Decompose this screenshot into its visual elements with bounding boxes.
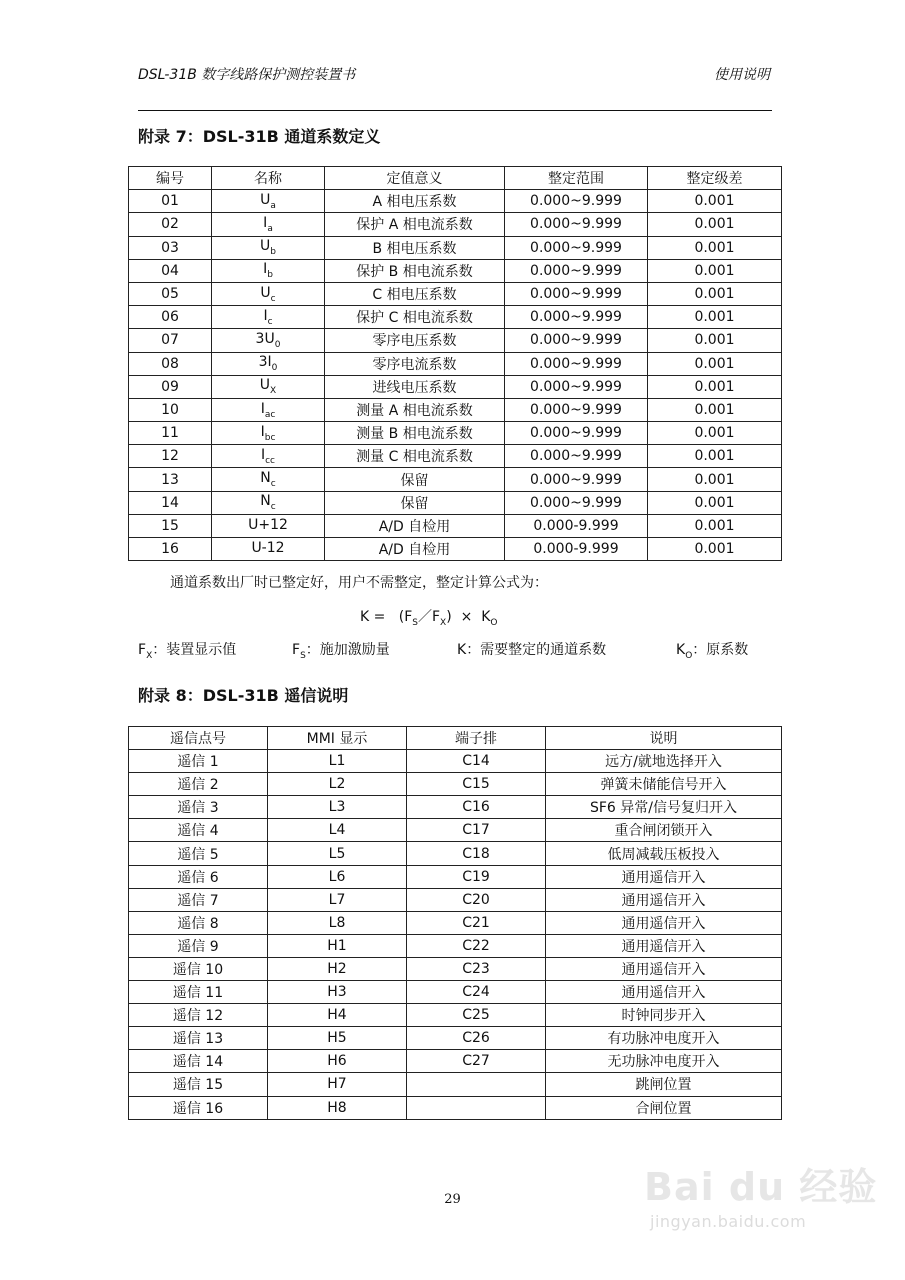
name-main: U <box>260 191 271 208</box>
table-row <box>129 329 782 352</box>
cell-signal-no: 遥信 1 <box>129 750 268 773</box>
formula-times: × <box>460 609 473 625</box>
cell-description: 无功脉冲电度开入 <box>546 1050 782 1073</box>
cell-mmi: L5 <box>268 842 407 865</box>
cell-name <box>212 375 325 398</box>
cell-meaning: A/D 自检用 <box>325 538 505 561</box>
name-main: U-12 <box>251 539 285 556</box>
table-row <box>129 934 782 957</box>
table-row <box>129 282 782 305</box>
formula <box>360 606 498 628</box>
appendix-8-heading: 附录 8：DSL-31B 遥信说明 <box>138 686 349 705</box>
table-row <box>129 796 782 819</box>
name-main: U <box>260 238 271 255</box>
cell-description: 通用遥信开入 <box>546 934 782 957</box>
name-subscript: X <box>270 386 277 397</box>
cell-terminal <box>407 1096 546 1119</box>
table-row <box>129 190 782 213</box>
cell-description: 通用遥信开入 <box>546 911 782 934</box>
cell-no: 01 <box>129 190 212 213</box>
legend-symbol: K <box>676 642 686 658</box>
cell-terminal: C15 <box>407 773 546 796</box>
formula-sub: S <box>412 617 418 628</box>
cell-terminal: C17 <box>407 819 546 842</box>
cell-mmi: H2 <box>268 957 407 980</box>
table-row <box>129 1004 782 1027</box>
legend-text: ：装置显示值 <box>152 642 237 658</box>
cell-step: 0.001 <box>648 259 782 282</box>
formula-close: ) <box>446 609 452 625</box>
table-row <box>129 514 782 537</box>
cell-name <box>212 306 325 329</box>
cell-mmi: L2 <box>268 773 407 796</box>
cell-range: 0.000~9.999 <box>505 422 648 445</box>
cell-range: 0.000~9.999 <box>505 236 648 259</box>
name-subscript: c <box>270 502 276 513</box>
table-row <box>129 981 782 1004</box>
cell-signal-no: 遥信 3 <box>129 796 268 819</box>
table-row <box>129 398 782 421</box>
cell-terminal: C18 <box>407 842 546 865</box>
cell-name <box>212 468 325 491</box>
column-header: 编号 <box>129 167 212 190</box>
cell-mmi: H8 <box>268 1096 407 1119</box>
setting-note: 通道系数出厂时已整定好，用户不需整定，整定计算公式为： <box>170 575 548 591</box>
cell-terminal: C27 <box>407 1050 546 1073</box>
formula-slash: ／F <box>417 609 441 625</box>
cell-step: 0.001 <box>648 538 782 561</box>
cell-step: 0.001 <box>648 352 782 375</box>
watermark-brand: Bai du 经验 <box>644 1165 878 1209</box>
cell-meaning: 零序电流系数 <box>325 352 505 375</box>
legend-sub: O <box>685 650 693 661</box>
cell-range: 0.000~9.999 <box>505 306 648 329</box>
table-header-row <box>129 167 782 190</box>
legend-symbol: F <box>138 642 147 658</box>
cell-signal-no: 遥信 2 <box>129 773 268 796</box>
channel-coefficient-table <box>128 166 782 561</box>
cell-range: 0.000~9.999 <box>505 259 648 282</box>
cell-terminal: C21 <box>407 911 546 934</box>
cell-description: 通用遥信开入 <box>546 865 782 888</box>
name-subscript: a <box>270 200 276 211</box>
column-header: 整定级差 <box>648 167 782 190</box>
watermark-url: jingyan.baidu.com <box>650 1212 807 1231</box>
cell-meaning: A 相电压系数 <box>325 190 505 213</box>
column-header: 端子排 <box>407 727 546 750</box>
cell-range: 0.000~9.999 <box>505 282 648 305</box>
baidu-watermark <box>640 1150 880 1250</box>
cell-meaning: 零序电压系数 <box>325 329 505 352</box>
cell-name <box>212 329 325 352</box>
cell-terminal: C25 <box>407 1004 546 1027</box>
cell-signal-no: 遥信 6 <box>129 865 268 888</box>
cell-range: 0.000~9.999 <box>505 213 648 236</box>
legend-sub: S <box>300 650 306 661</box>
header-right-label: 使用说明 <box>714 67 770 83</box>
legend-fx <box>138 639 236 661</box>
cell-range: 0.000~9.999 <box>505 398 648 421</box>
cell-mmi: H7 <box>268 1073 407 1096</box>
cell-signal-no: 遥信 9 <box>129 934 268 957</box>
table-row <box>129 445 782 468</box>
cell-meaning: 测量 C 相电流系数 <box>325 445 505 468</box>
cell-mmi: L8 <box>268 911 407 934</box>
cell-description: 合闸位置 <box>546 1096 782 1119</box>
cell-description: 时钟同步开入 <box>546 1004 782 1027</box>
cell-no: 04 <box>129 259 212 282</box>
name-main: 3I <box>258 354 272 371</box>
table-row <box>129 213 782 236</box>
cell-no: 11 <box>129 422 212 445</box>
cell-meaning: 测量 B 相电流系数 <box>325 422 505 445</box>
cell-meaning: B 相电压系数 <box>325 236 505 259</box>
remote-signal-table <box>128 726 782 1120</box>
table-row <box>129 773 782 796</box>
cell-description: 跳闸位置 <box>546 1073 782 1096</box>
column-header: MMI 显示 <box>268 727 407 750</box>
cell-name <box>212 538 325 561</box>
cell-step: 0.001 <box>648 375 782 398</box>
cell-no: 14 <box>129 491 212 514</box>
cell-signal-no: 遥信 12 <box>129 1004 268 1027</box>
cell-step: 0.001 <box>648 445 782 468</box>
cell-no: 03 <box>129 236 212 259</box>
cell-terminal: C19 <box>407 865 546 888</box>
cell-mmi: H5 <box>268 1027 407 1050</box>
cell-terminal: C14 <box>407 750 546 773</box>
cell-no: 05 <box>129 282 212 305</box>
formula-k: K <box>481 609 491 625</box>
table-row <box>129 957 782 980</box>
cell-terminal: C23 <box>407 957 546 980</box>
table-header-row <box>129 727 782 750</box>
cell-signal-no: 遥信 10 <box>129 957 268 980</box>
name-subscript: b <box>267 270 273 281</box>
cell-meaning: A/D 自检用 <box>325 514 505 537</box>
name-subscript: ac <box>264 409 276 420</box>
formula-open: (F <box>398 609 413 625</box>
name-main: I <box>260 446 266 463</box>
cell-meaning: 保护 C 相电流系数 <box>325 306 505 329</box>
cell-mmi: L7 <box>268 888 407 911</box>
cell-description: 通用遥信开入 <box>546 981 782 1004</box>
cell-no: 10 <box>129 398 212 421</box>
table-row <box>129 911 782 934</box>
cell-no: 07 <box>129 329 212 352</box>
formula-sub: X <box>440 617 447 628</box>
table-row <box>129 306 782 329</box>
cell-no: 06 <box>129 306 212 329</box>
cell-mmi: H4 <box>268 1004 407 1027</box>
cell-range: 0.000~9.999 <box>505 352 648 375</box>
cell-mmi: H3 <box>268 981 407 1004</box>
table-row <box>129 1096 782 1119</box>
name-subscript: b <box>270 247 276 258</box>
name-main: I <box>263 261 268 278</box>
cell-range: 0.000~9.999 <box>505 491 648 514</box>
table-row <box>129 888 782 911</box>
cell-no: 09 <box>129 375 212 398</box>
cell-description: 通用遥信开入 <box>546 888 782 911</box>
appendix-7-heading: 附录 7：DSL-31B 通道系数定义 <box>138 127 381 146</box>
cell-meaning: C 相电压系数 <box>325 282 505 305</box>
cell-description: 低周减载压板投入 <box>546 842 782 865</box>
cell-range: 0.000~9.999 <box>505 190 648 213</box>
cell-mmi: L3 <box>268 796 407 819</box>
name-main: I <box>260 423 265 440</box>
cell-mmi: L1 <box>268 750 407 773</box>
cell-signal-no: 遥信 8 <box>129 911 268 934</box>
cell-name <box>212 236 325 259</box>
cell-terminal: C20 <box>407 888 546 911</box>
cell-description: 有功脉冲电度开入 <box>546 1027 782 1050</box>
column-header: 遥信点号 <box>129 727 268 750</box>
table-row <box>129 842 782 865</box>
cell-meaning: 进线电压系数 <box>325 375 505 398</box>
name-main: I <box>263 215 268 232</box>
name-subscript: 0 <box>271 362 278 373</box>
cell-step: 0.001 <box>648 190 782 213</box>
cell-step: 0.001 <box>648 213 782 236</box>
cell-signal-no: 遥信 13 <box>129 1027 268 1050</box>
column-header: 说明 <box>546 727 782 750</box>
name-subscript: bc <box>264 432 276 443</box>
cell-range: 0.000~9.999 <box>505 468 648 491</box>
column-header: 名称 <box>212 167 325 190</box>
cell-description: 弹簧未储能信号开入 <box>546 773 782 796</box>
table-row <box>129 1073 782 1096</box>
cell-terminal: C26 <box>407 1027 546 1050</box>
cell-range: 0.000~9.999 <box>505 375 648 398</box>
cell-no: 16 <box>129 538 212 561</box>
cell-name <box>212 213 325 236</box>
cell-signal-no: 遥信 5 <box>129 842 268 865</box>
cell-terminal: C22 <box>407 934 546 957</box>
table-row <box>129 819 782 842</box>
cell-signal-no: 遥信 16 <box>129 1096 268 1119</box>
cell-meaning: 保留 <box>325 468 505 491</box>
cell-meaning: 保留 <box>325 491 505 514</box>
cell-range: 0.000-9.999 <box>505 514 648 537</box>
name-main: U <box>259 377 271 394</box>
cell-terminal: C24 <box>407 981 546 1004</box>
document-title: DSL-31B 数字线路保护测控装置书 <box>138 67 356 83</box>
table-row <box>129 750 782 773</box>
name-main: U+12 <box>248 516 288 533</box>
cell-step: 0.001 <box>648 236 782 259</box>
cell-mmi: H1 <box>268 934 407 957</box>
cell-name <box>212 514 325 537</box>
cell-no: 13 <box>129 468 212 491</box>
cell-description: 通用遥信开入 <box>546 957 782 980</box>
column-header: 定值意义 <box>325 167 505 190</box>
name-subscript: a <box>267 223 273 234</box>
cell-name <box>212 190 325 213</box>
page-header <box>138 64 772 111</box>
page-number: 29 <box>444 1192 461 1207</box>
name-subscript: 0 <box>274 339 281 350</box>
cell-mmi: L6 <box>268 865 407 888</box>
cell-mmi: H6 <box>268 1050 407 1073</box>
formula-lhs: K = <box>360 609 386 625</box>
cell-no: 12 <box>129 445 212 468</box>
cell-step: 0.001 <box>648 282 782 305</box>
legend-symbol: K <box>457 642 467 658</box>
legend-text: ：施加激励量 <box>305 642 390 658</box>
cell-name <box>212 445 325 468</box>
cell-step: 0.001 <box>648 491 782 514</box>
cell-terminal <box>407 1073 546 1096</box>
name-main: N <box>260 493 271 510</box>
table-row <box>129 375 782 398</box>
table-row <box>129 259 782 282</box>
name-subscript: c <box>270 293 276 304</box>
cell-signal-no: 遥信 7 <box>129 888 268 911</box>
cell-range: 0.000~9.999 <box>505 445 648 468</box>
cell-name <box>212 491 325 514</box>
legend-symbol: F <box>292 642 301 658</box>
table-row <box>129 236 782 259</box>
cell-description: SF6 异常/信号复归开入 <box>546 796 782 819</box>
cell-mmi: L4 <box>268 819 407 842</box>
cell-no: 08 <box>129 352 212 375</box>
cell-description: 重合闸闭锁开入 <box>546 819 782 842</box>
cell-name <box>212 422 325 445</box>
cell-signal-no: 遥信 15 <box>129 1073 268 1096</box>
cell-signal-no: 遥信 14 <box>129 1050 268 1073</box>
cell-meaning: 测量 A 相电流系数 <box>325 398 505 421</box>
column-header: 整定范围 <box>505 167 648 190</box>
table-row <box>129 865 782 888</box>
cell-step: 0.001 <box>648 422 782 445</box>
legend-ko <box>676 639 748 661</box>
cell-name <box>212 398 325 421</box>
cell-name <box>212 259 325 282</box>
name-subscript: cc <box>265 455 276 466</box>
name-subscript: c <box>267 316 273 327</box>
table-row <box>129 491 782 514</box>
cell-signal-no: 遥信 4 <box>129 819 268 842</box>
table-row <box>129 538 782 561</box>
table-row <box>129 352 782 375</box>
name-subscript: c <box>270 478 276 489</box>
table-row <box>129 422 782 445</box>
legend-fs <box>292 639 390 661</box>
cell-step: 0.001 <box>648 514 782 537</box>
legend-sub: X <box>146 650 153 661</box>
table-row <box>129 468 782 491</box>
name-main: I <box>263 307 268 324</box>
cell-name <box>212 282 325 305</box>
name-main: N <box>260 470 271 487</box>
cell-step: 0.001 <box>648 329 782 352</box>
legend-k <box>457 639 606 659</box>
cell-step: 0.001 <box>648 398 782 421</box>
cell-name <box>212 352 325 375</box>
cell-description: 远方/就地选择开入 <box>546 750 782 773</box>
cell-meaning: 保护 A 相电流系数 <box>325 213 505 236</box>
table-row <box>129 1050 782 1073</box>
name-main: U <box>260 284 271 301</box>
cell-no: 02 <box>129 213 212 236</box>
cell-range: 0.000-9.999 <box>505 538 648 561</box>
cell-meaning: 保护 B 相电流系数 <box>325 259 505 282</box>
legend-text: ：需要整定的通道系数 <box>466 642 607 658</box>
legend-text: ：原系数 <box>692 642 749 658</box>
cell-step: 0.001 <box>648 306 782 329</box>
table-row <box>129 1027 782 1050</box>
formula-sub: O <box>490 617 498 628</box>
name-main: I <box>260 400 265 417</box>
cell-range: 0.000~9.999 <box>505 329 648 352</box>
cell-terminal: C16 <box>407 796 546 819</box>
name-main: 3U <box>255 331 275 347</box>
cell-no: 15 <box>129 514 212 537</box>
cell-signal-no: 遥信 11 <box>129 981 268 1004</box>
cell-step: 0.001 <box>648 468 782 491</box>
